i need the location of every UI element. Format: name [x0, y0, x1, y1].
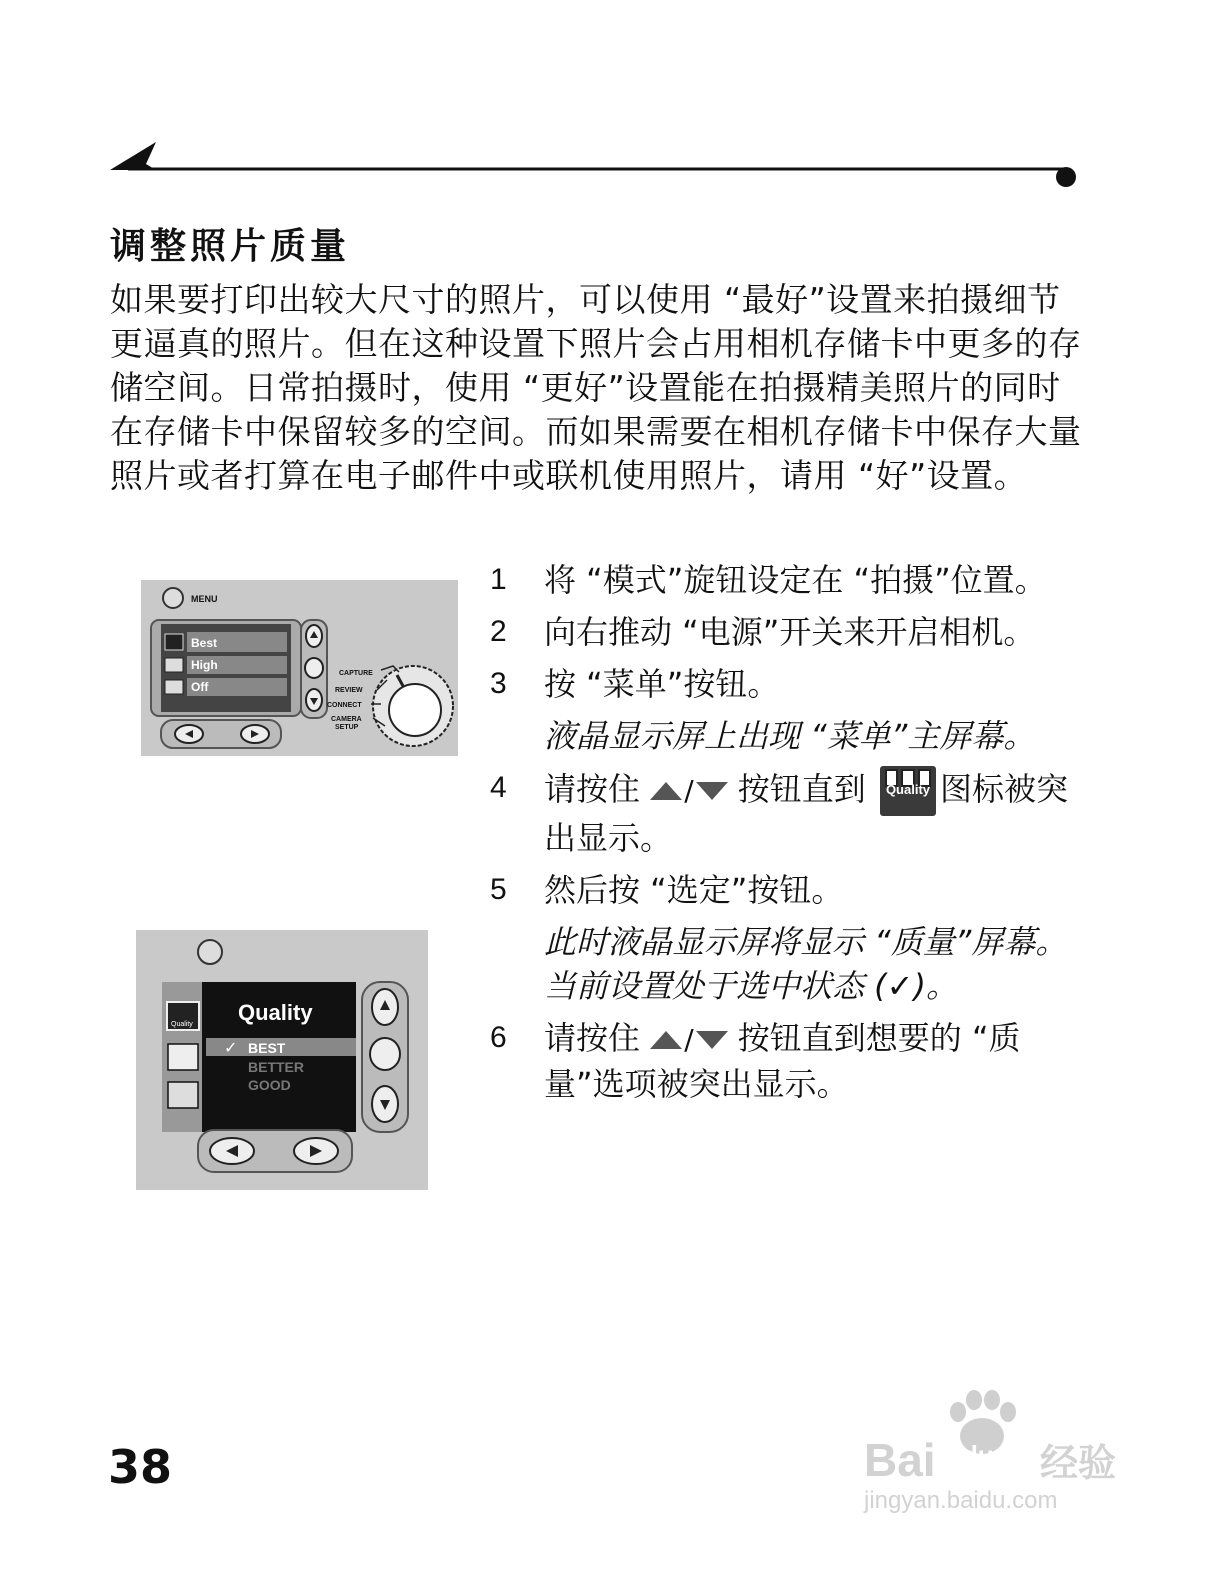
grid-icon	[168, 1044, 198, 1070]
option-good: GOOD	[248, 1077, 291, 1093]
quality-screen-illustration	[136, 930, 428, 1190]
step-text-before: 请按住	[544, 770, 641, 808]
quality-icon	[165, 634, 183, 650]
step-text: 将 “模式”旋钮设定在 “拍摄”位置。	[544, 561, 1047, 599]
up-arrow-icon	[650, 1031, 682, 1049]
step-text-middle: 按钮直到	[737, 770, 866, 808]
step-text	[544, 766, 1090, 860]
dial-label-setup: SETUP	[335, 724, 359, 731]
step-1	[490, 558, 1090, 602]
grid-icon	[165, 658, 183, 672]
menu-item-high: High	[191, 658, 218, 672]
step-text: 然后按 “选定”按钮。	[544, 871, 844, 909]
baidu-watermark	[850, 1390, 1150, 1520]
screen-title: Quality	[238, 1000, 313, 1025]
step-note: 此时液晶显示屏将显示 “质量”屏幕。当前设置处于选中状态 (✓)。	[544, 923, 1068, 1005]
step-4	[490, 766, 1090, 860]
step-number: 6	[490, 1021, 507, 1054]
dial-label-capture: CAPTURE	[339, 670, 373, 677]
quality-icon-label: Quality	[885, 782, 931, 797]
dial-label-connect: CONNECT	[327, 702, 362, 709]
step-text-after: 图标被突出显示。	[544, 770, 1068, 857]
dial-label-review: REVIEW	[335, 687, 363, 694]
step-note: 液晶显示屏上出现 “菜单”主屏幕。	[544, 717, 1036, 755]
intro-paragraph: 如果要打印出较大尺寸的照片，可以使用 “最好”设置来拍摄细节更逼真的照片。但在这种设置下照片会占用相机存储卡中更多的存储空间。日常拍摄时，使用 “更好”设置能在拍摄精美照片的同时在存储卡中保留较多的空间。而如果需要在相机存储卡中保存大量照片或者打算在电子邮件中或联机使用照片，请用 “好”设置。	[110, 280, 1082, 495]
menu-button-icon	[163, 588, 183, 608]
step-number: 2	[490, 615, 507, 648]
camera-menu-illustration	[141, 580, 458, 756]
image-icon	[168, 1082, 198, 1108]
page-number: 38	[108, 1440, 173, 1494]
step-number: 3	[490, 667, 507, 700]
step-text	[544, 1016, 1090, 1106]
select-button-icon	[305, 658, 323, 678]
watermark-url: jingyan.baidu.com	[864, 1487, 1058, 1514]
image-icon	[165, 680, 183, 694]
step-text-after: 按钮直到想要的 “质量”选项被突出显示。	[544, 1019, 1021, 1103]
step-text: 按 “菜单”按钮。	[544, 665, 780, 703]
header-rule	[108, 140, 1083, 190]
page-title: 调整照片质量	[110, 226, 351, 267]
dial-label-camera: CAMERA	[331, 716, 362, 723]
check-mark: ✓	[224, 1038, 238, 1057]
menu-item-off: Off	[191, 680, 209, 694]
down-arrow-icon	[696, 1031, 728, 1049]
step-3	[490, 662, 1090, 758]
menu-item-best: Best	[191, 636, 218, 650]
step-text: 向右推动 “电源”开关来开启相机。	[544, 613, 1036, 651]
step-number: 4	[490, 771, 507, 804]
menu-label: MENU	[191, 594, 218, 604]
step-number: 5	[490, 873, 507, 906]
watermark-brand-bai: Bai	[864, 1434, 936, 1486]
up-arrow-icon	[650, 782, 682, 800]
watermark-brand-jingyan: 经验	[1040, 1441, 1117, 1485]
icon-quality-text: Quality	[171, 1021, 193, 1028]
step-text-before: 请按住	[544, 1019, 641, 1057]
step-number: 1	[490, 563, 507, 596]
select-button-icon	[370, 1038, 400, 1070]
step-6	[490, 1016, 1090, 1106]
option-best: BEST	[248, 1040, 286, 1056]
arrow-slash: /	[684, 1023, 694, 1056]
arrow-slash: /	[684, 774, 694, 807]
watermark-brand-du: du	[962, 1440, 994, 1470]
down-arrow-icon	[696, 782, 728, 800]
menu-button-icon	[198, 940, 222, 964]
step-2	[490, 610, 1090, 654]
steps-list	[490, 558, 1090, 1106]
quality-icon	[880, 766, 936, 816]
step-5	[490, 868, 1090, 1008]
option-better: BETTER	[248, 1059, 304, 1075]
